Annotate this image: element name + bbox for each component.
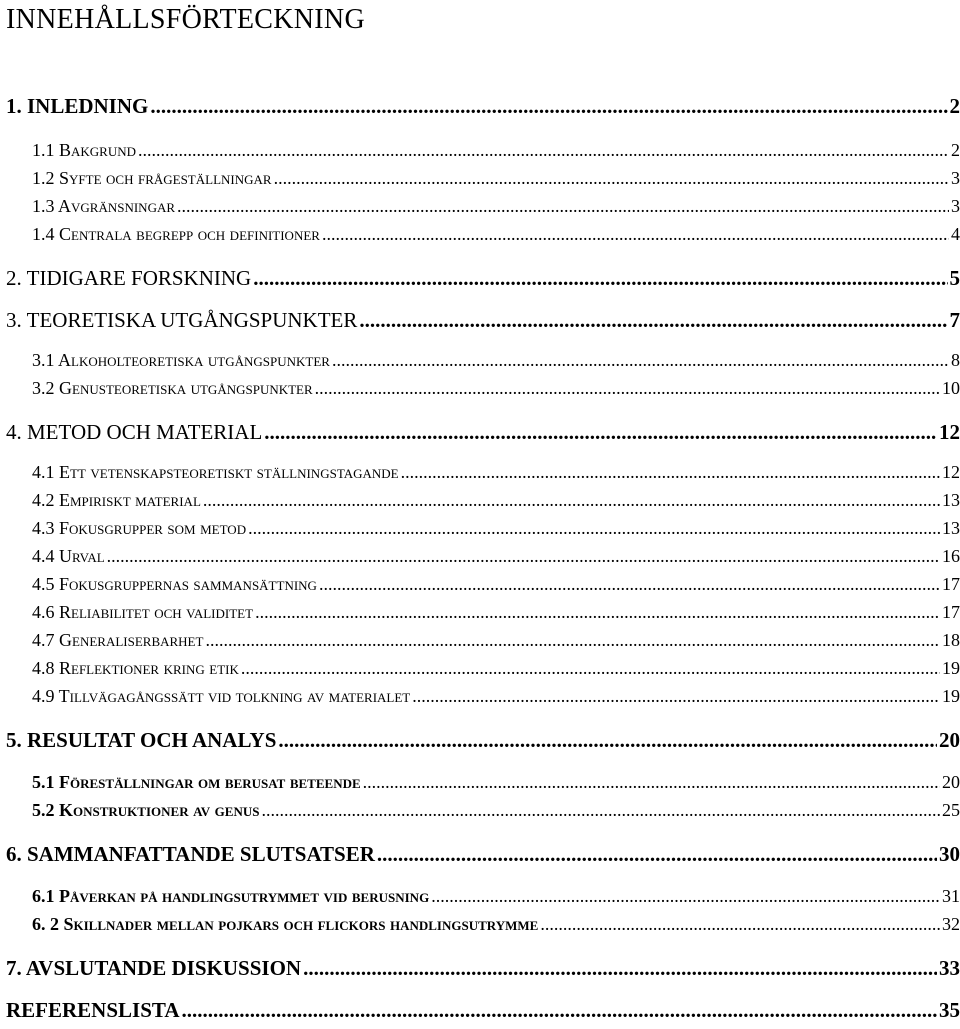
toc-page-number: 25 <box>942 800 960 820</box>
toc-entry-label: 6. SAMMANFATTANDE SLUTSATSER <box>6 842 375 866</box>
toc-entry-label: 3. TEORETISKA UTGÅNGSPUNKTER <box>6 308 358 332</box>
toc-entry-1-3[interactable] <box>32 196 960 217</box>
toc-entry-label: 1.3 Avgränsningar <box>32 196 176 216</box>
toc-page-number: 16 <box>942 546 960 566</box>
toc-entry-3[interactable] <box>6 308 960 333</box>
toc-entry-4-6[interactable] <box>32 602 960 623</box>
toc-page-number: 12 <box>939 420 960 444</box>
toc-entry-label: 5.2 Konstruktioner av genus <box>32 800 260 820</box>
toc-page-number: 18 <box>942 630 960 650</box>
toc-entry-6[interactable] <box>6 842 960 867</box>
toc-entry-5-2[interactable] <box>32 800 960 821</box>
toc-entry-label: 4.2 Empiriskt material <box>32 490 201 510</box>
toc-entry-6-1[interactable] <box>32 886 960 907</box>
toc-dot-leader <box>261 800 940 821</box>
toc-entry-4-4[interactable] <box>32 546 960 567</box>
toc-entry-label: 5. RESULTAT OCH ANALYS <box>6 728 277 752</box>
toc-dot-leader <box>203 490 940 511</box>
toc-dot-leader <box>431 886 940 907</box>
toc-dot-leader <box>412 686 940 707</box>
toc-entry-label: 6. 2 Skillnader mellan pojkars och flickors handlingsutrymme <box>32 914 539 934</box>
toc-entry-1-2[interactable] <box>32 168 960 189</box>
toc-entry-referenslista[interactable] <box>6 998 960 1023</box>
toc-page-number: 2 <box>949 94 960 118</box>
toc-page-number: 32 <box>942 914 960 934</box>
toc-page-number: 12 <box>942 462 960 482</box>
toc-dot-leader <box>274 168 949 189</box>
toc-entry-label: 4.1 Ett vetenskapsteoretiskt ställningstagande <box>32 462 399 482</box>
toc-entry-5[interactable] <box>6 728 960 753</box>
toc-dot-leader <box>315 378 940 399</box>
toc-page-number: 31 <box>942 886 960 906</box>
toc-entry-4-1[interactable] <box>32 462 960 483</box>
toc-page-number: 3 <box>951 196 960 216</box>
toc-entry-4-8[interactable] <box>32 658 960 679</box>
toc-dot-leader <box>319 574 940 595</box>
toc-dot-leader <box>540 914 940 935</box>
toc-dot-leader <box>255 602 940 623</box>
toc-page-number: 7 <box>949 308 960 332</box>
toc-dot-leader <box>177 196 949 217</box>
toc-page-number: 10 <box>942 378 960 398</box>
toc-entry-label: 4.7 Generaliserbarhet <box>32 630 204 650</box>
toc-dot-leader <box>150 94 947 119</box>
toc-entry-label: 1.1 Bakgrund <box>32 140 137 160</box>
toc-entry-label: 4. METOD OCH MATERIAL <box>6 420 263 444</box>
toc-entry-label: 3.2 Genusteoretiska utgångspunkter <box>32 378 313 398</box>
toc-page-number: 5 <box>949 266 960 290</box>
toc-dot-leader <box>322 224 949 245</box>
toc-dot-leader <box>253 266 947 291</box>
toc-entry-label: 4.6 Reliabilitet och validitet <box>32 602 254 622</box>
toc-dot-leader <box>107 546 940 567</box>
toc-entry-label: 2. TIDIGARE FORSKNING <box>6 266 252 290</box>
toc-entry-4-7[interactable] <box>32 630 960 651</box>
toc-entry-3-1[interactable] <box>32 350 960 371</box>
toc-dot-leader <box>303 956 937 981</box>
toc-entry-7[interactable] <box>6 956 960 981</box>
toc-entry-1-1[interactable] <box>32 140 960 161</box>
toc-entry-label: 4.9 Tillvägagångssätt vid tolkning av materialet <box>32 686 411 706</box>
toc-dot-leader <box>248 518 940 539</box>
toc-entry-1[interactable] <box>6 94 960 119</box>
toc-entry-label: 1.4 Centrala begrepp och definitioner <box>32 224 320 244</box>
toc-dot-leader <box>363 772 940 793</box>
toc-page-number: 30 <box>939 842 960 866</box>
toc-page-number: 19 <box>942 658 960 678</box>
toc-dot-leader <box>401 462 940 483</box>
toc-page-number: 13 <box>942 490 960 510</box>
toc-page-number: 17 <box>942 574 960 594</box>
toc-dot-leader <box>359 308 947 333</box>
toc-entry-label: 1. INLEDNING <box>6 94 149 118</box>
toc-entry-3-2[interactable] <box>32 378 960 399</box>
toc-page-number: 17 <box>942 602 960 622</box>
page-title: INNEHÅLLSFÖRTECKNING <box>6 4 365 35</box>
toc-entry-label: 6.1 Påverkan på handlingsutrymmet vid berusning <box>32 886 430 906</box>
toc-entry-label: 4.5 Fokusgruppernas sammansättning <box>32 574 317 594</box>
toc-entry-6-2[interactable] <box>32 914 960 935</box>
toc-page-number: 19 <box>942 686 960 706</box>
toc-dot-leader <box>138 140 949 161</box>
toc-page-number: 13 <box>942 518 960 538</box>
toc-dot-leader <box>241 658 940 679</box>
toc-entry-2[interactable] <box>6 266 960 291</box>
toc-dot-leader <box>377 842 937 867</box>
toc-page-number: 8 <box>951 350 960 370</box>
toc-entry-1-4[interactable] <box>32 224 960 245</box>
toc-entry-5-1[interactable] <box>32 772 960 793</box>
toc-page-number: 3 <box>951 168 960 188</box>
toc-entry-label: REFERENSLISTA <box>6 998 180 1022</box>
toc-page-number: 4 <box>951 224 960 244</box>
toc-page-number: 2 <box>951 140 960 160</box>
toc-dot-leader <box>205 630 940 651</box>
toc-entry-label: 5.1 Föreställningar om berusat beteende <box>32 772 361 792</box>
toc-entry-label: 7. AVSLUTANDE DISKUSSION <box>6 956 302 980</box>
toc-dot-leader <box>278 728 937 753</box>
toc-entry-label: 1.2 Syfte och frågeställningar <box>32 168 272 188</box>
toc-entry-4[interactable] <box>6 420 960 445</box>
toc-entry-label: 3.1 Alkoholteoretiska utgångspunkter <box>32 350 330 370</box>
toc-page-number: 33 <box>939 956 960 980</box>
toc-entry-label: 4.8 Reflektioner kring etik <box>32 658 239 678</box>
toc-entry-4-9[interactable] <box>32 686 960 707</box>
toc-entry-label: 4.4 Urval <box>32 546 105 566</box>
toc-page-number: 20 <box>942 772 960 792</box>
toc-page-number: 20 <box>939 728 960 752</box>
toc-page-number: 35 <box>939 998 960 1022</box>
toc-dot-leader <box>182 998 938 1023</box>
toc-dot-leader <box>332 350 949 371</box>
toc-entry-4-2[interactable] <box>32 490 960 511</box>
toc-entry-label: 4.3 Fokusgrupper som metod <box>32 518 247 538</box>
toc-entry-4-3[interactable] <box>32 518 960 539</box>
toc-dot-leader <box>264 420 937 445</box>
toc-entry-4-5[interactable] <box>32 574 960 595</box>
